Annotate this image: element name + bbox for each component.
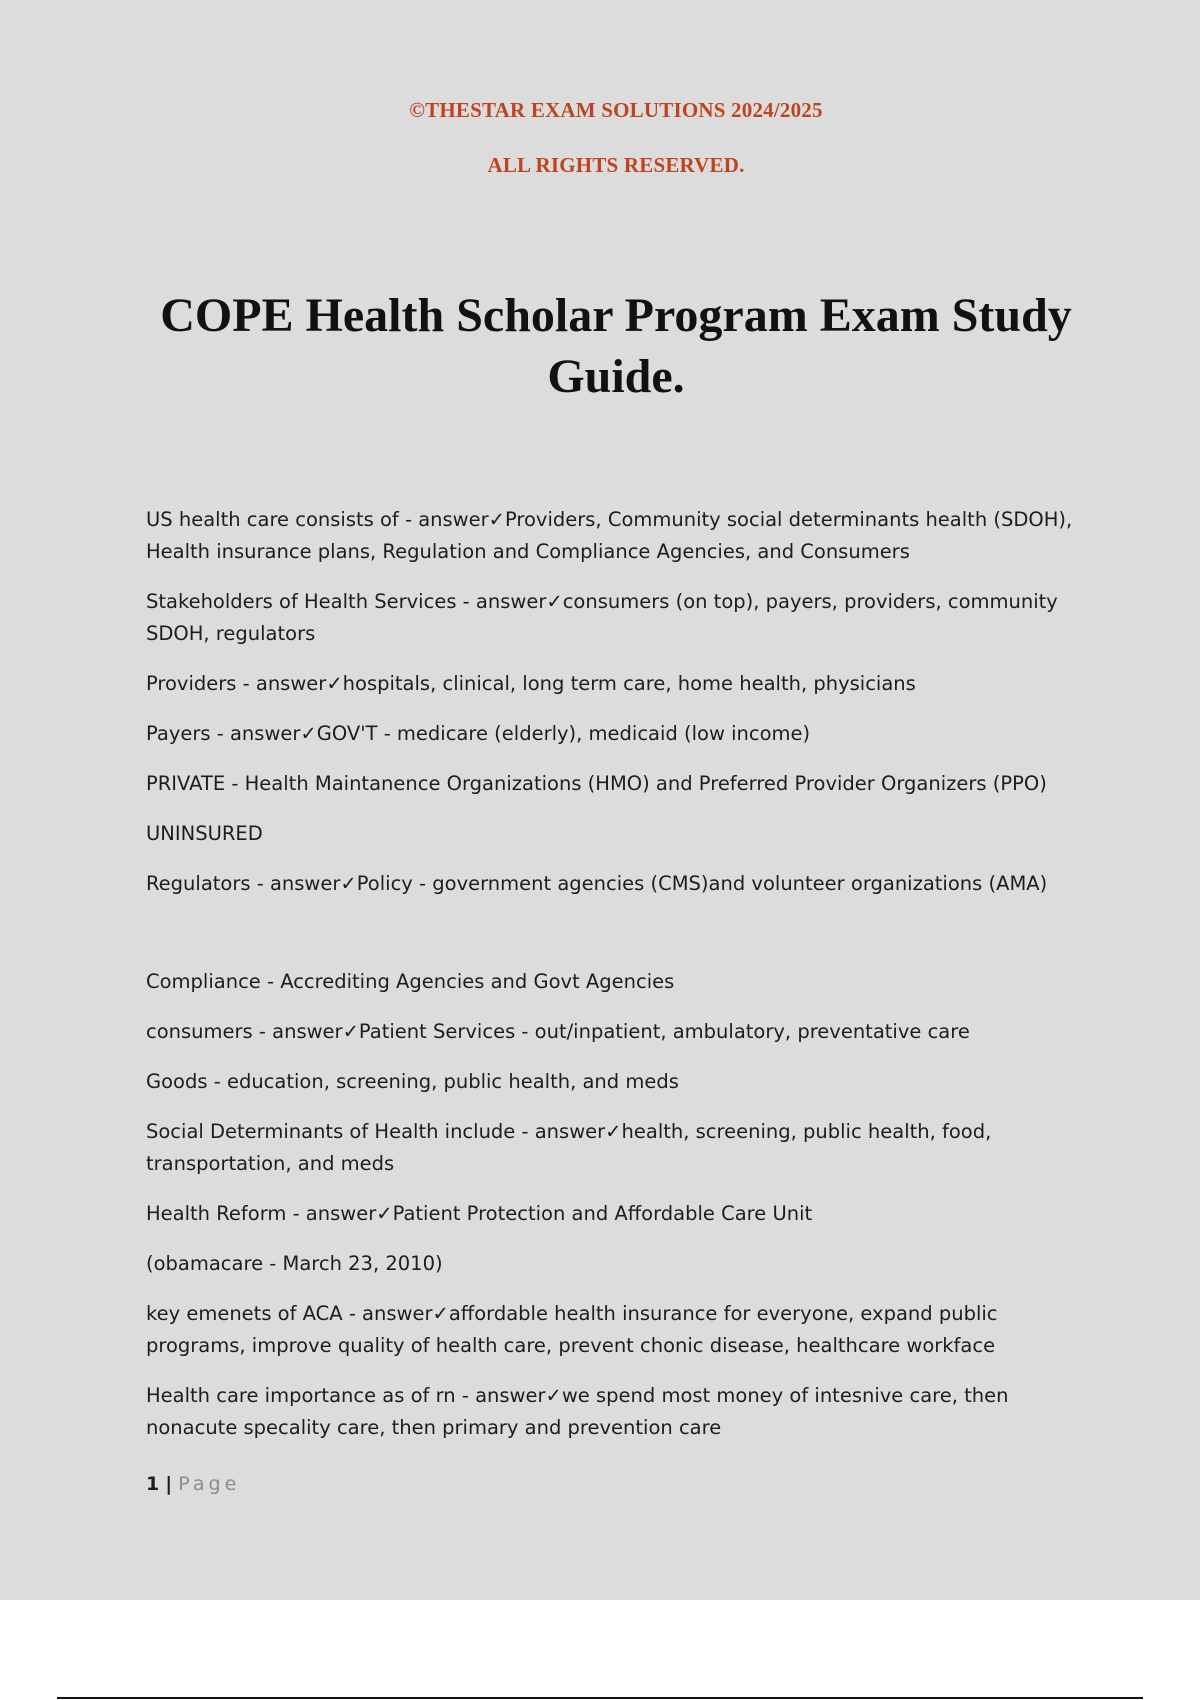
qa-entry — [146, 586, 1086, 650]
page-footer — [146, 1473, 240, 1495]
check-icon: ✓ — [300, 722, 317, 745]
check-icon: ✓ — [605, 1120, 622, 1143]
check-icon: ✓ — [376, 1202, 393, 1225]
question-text: Providers - answer — [146, 672, 327, 695]
qa-entry — [146, 868, 1086, 900]
answer-text: Policy - government agencies (CMS)and volunteer organizations (AMA) — [356, 872, 1048, 895]
plain-entry: PRIVATE - Health Maintanence Organizations (HMO) and Preferred Provider Organizers (PPO) — [146, 772, 1047, 795]
question-text: Health Reform - answer — [146, 1202, 377, 1225]
answer-text: health, screening, public health, food, transportation, and meds — [146, 1120, 992, 1175]
check-icon: ✓ — [432, 1302, 449, 1325]
answer-text: Providers, Community social determinants health (SDOH), Health insurance plans, Regulation and Compliance Agencies, and Consumers — [146, 508, 1073, 563]
page-label: Page — [178, 1473, 241, 1495]
qa-entry — [146, 668, 1086, 700]
question-text: Health care importance as of rn - answer — [146, 1384, 546, 1407]
qa-entry — [146, 1298, 1086, 1362]
document-title: COPE Health Scholar Program Exam Study Guide. — [160, 289, 1072, 403]
next-page-divider — [57, 1697, 1143, 1699]
answer-text: Patient Protection and Affordable Care Unit — [392, 1202, 813, 1225]
check-icon: ✓ — [488, 508, 505, 531]
study-guide-body — [146, 504, 1086, 1462]
answer-text: consumers (on top), payers, providers, community SDOH, regulators — [146, 590, 1058, 645]
qa-entry — [146, 1016, 1086, 1048]
question-text: US health care consists of - answer — [146, 508, 489, 531]
footer-separator: | — [165, 1473, 173, 1495]
question-text: Stakeholders of Health Services - answer — [146, 590, 547, 613]
check-icon: ✓ — [545, 1384, 562, 1407]
question-text: key emenets of ACA - answer — [146, 1302, 433, 1325]
question-text: Payers - answer — [146, 722, 301, 745]
answer-text: hospitals, clinical, long term care, home health, physicians — [342, 672, 916, 695]
check-icon: ✓ — [342, 1020, 359, 1043]
copyright-notice: ©THESTAR EXAM SOLUTIONS 2024/2025 — [409, 98, 823, 122]
check-icon: ✓ — [546, 590, 563, 613]
plain-entry: Goods - education, screening, public health, and meds — [146, 1070, 679, 1093]
plain-entry: Compliance - Accrediting Agencies and Govt Agencies — [146, 970, 675, 993]
question-text: consumers - answer — [146, 1020, 343, 1043]
check-icon: ✓ — [340, 872, 357, 895]
rights-reserved-notice: ALL RIGHTS RESERVED. — [487, 153, 745, 177]
qa-entry — [146, 1198, 1086, 1230]
question-text: Social Determinants of Health include - answer — [146, 1120, 606, 1143]
answer-text: GOV'T - medicare (elderly), medicaid (low income) — [316, 722, 811, 745]
qa-entry — [146, 1116, 1086, 1180]
answer-text: we spend most money of intesnive care, then nonacute specality care, then primary and prevention care — [146, 1384, 1009, 1439]
check-icon: ✓ — [326, 672, 343, 695]
plain-entry: (obamacare - March 23, 2010) — [146, 1252, 443, 1275]
page-number: 1 — [146, 1473, 160, 1495]
qa-entry — [146, 1380, 1086, 1444]
plain-entry: UNINSURED — [146, 822, 263, 845]
question-text: Regulators - answer — [146, 872, 341, 895]
qa-entry — [146, 718, 1086, 750]
qa-entry — [146, 504, 1086, 568]
answer-text: Patient Services - out/inpatient, ambulatory, preventative care — [358, 1020, 970, 1043]
answer-text: affordable health insurance for everyone, expand public programs, improve quality of health care, prevent chonic disease, healthcare workface — [146, 1302, 998, 1357]
